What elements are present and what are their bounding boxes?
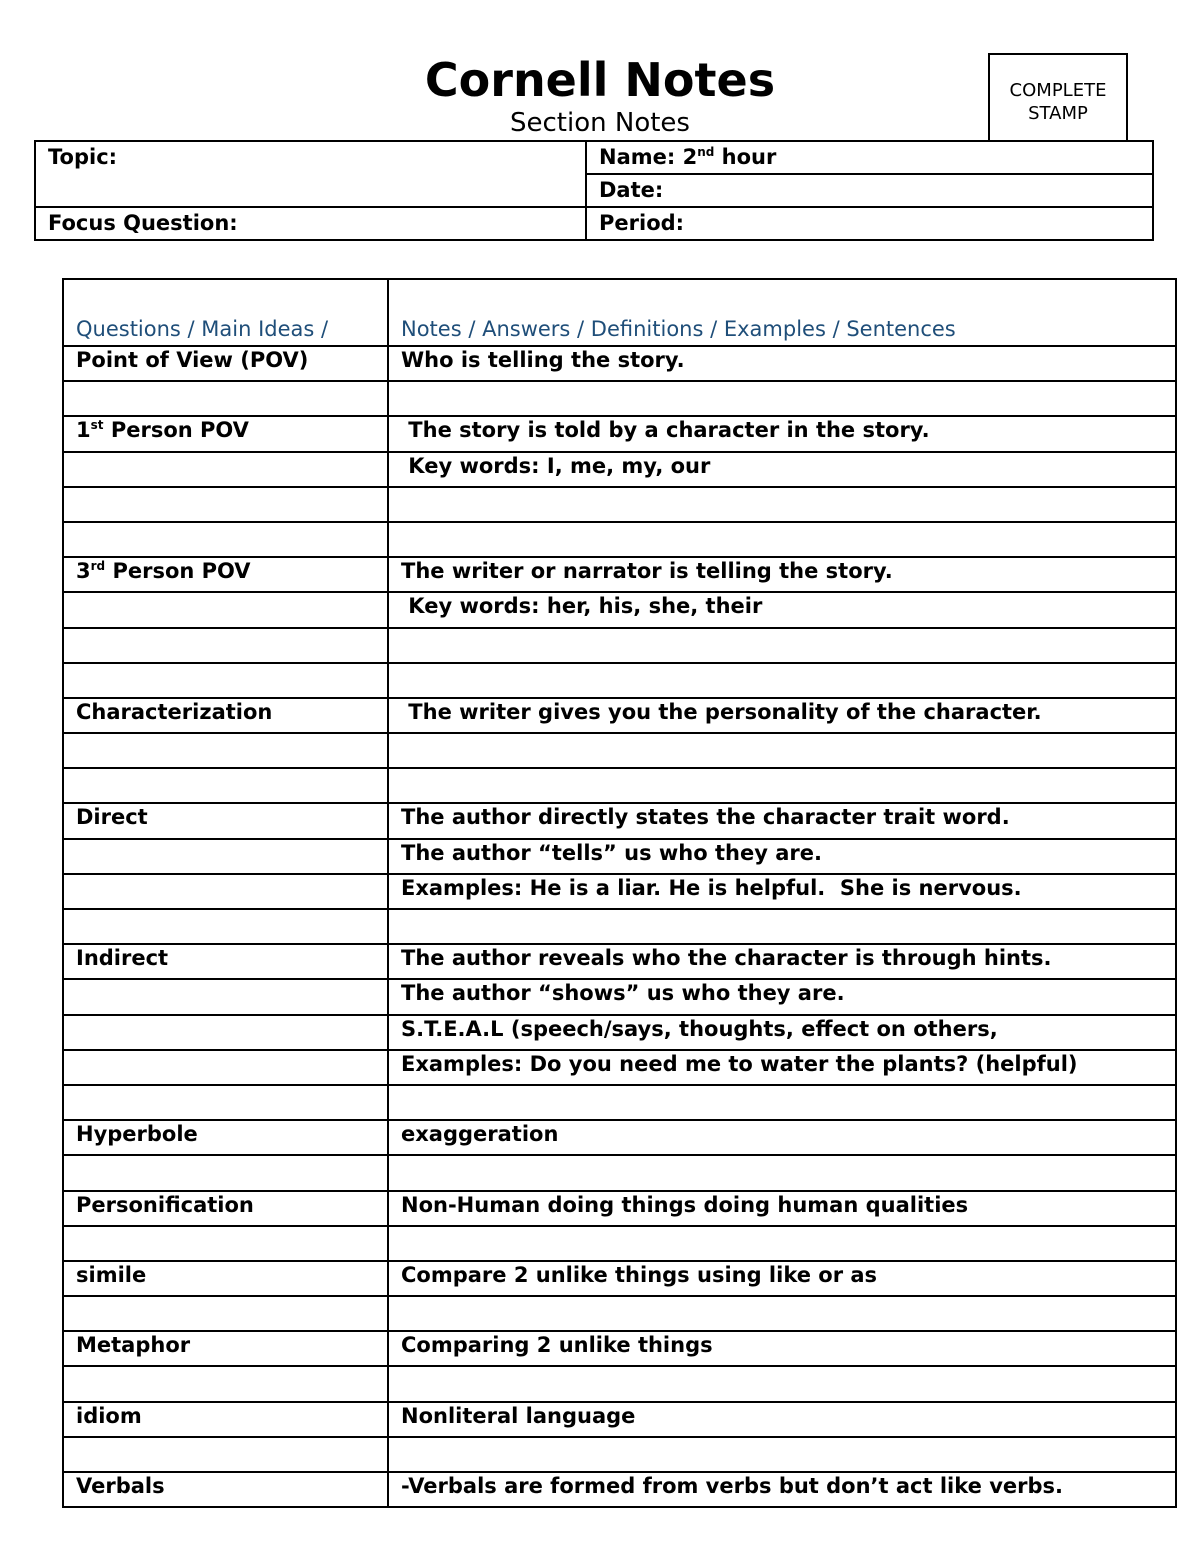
notes-cell[interactable] [388, 979, 1176, 1014]
main-idea-cell[interactable] [63, 1296, 388, 1331]
name-label-sup: nd [697, 145, 715, 159]
main-idea-text: Point of View (POV) [76, 348, 309, 372]
focus-question-label: Focus Question: [48, 211, 238, 235]
main-idea-cell[interactable] [63, 1015, 388, 1050]
main-idea-cell[interactable] [63, 346, 388, 381]
notes-text: Key words: I, me, my, our [401, 453, 711, 478]
notes-cell[interactable] [388, 1472, 1176, 1507]
table-row [63, 522, 1176, 557]
page-title: Cornell Notes [424, 53, 776, 107]
topic-field[interactable] [35, 141, 586, 207]
table-row [63, 1261, 1176, 1296]
notes-text: The author reveals who the character is through hints. [401, 946, 1052, 971]
notes-cell[interactable] [388, 381, 1176, 416]
table-row [63, 1155, 1176, 1190]
main-idea-cell[interactable] [63, 1191, 388, 1226]
notes-table [62, 278, 1177, 1508]
name-field[interactable] [586, 141, 1153, 174]
table-row [63, 416, 1176, 451]
notes-text: The author directly states the character trait word. [401, 805, 1010, 830]
main-idea-cell[interactable] [63, 522, 388, 557]
table-row [63, 944, 1176, 979]
main-idea-cell[interactable] [63, 592, 388, 627]
stamp-line-2: STAMP [1028, 103, 1088, 124]
table-row [63, 979, 1176, 1014]
table-row [63, 663, 1176, 698]
notes-text: The author “tells” us who they are. [401, 840, 822, 865]
notes-cell[interactable] [388, 1085, 1176, 1120]
main-idea-cell[interactable] [63, 698, 388, 733]
main-idea-cell[interactable] [63, 1261, 388, 1296]
notes-text: The writer or narrator is telling the story. [401, 559, 893, 584]
table-row [63, 1402, 1176, 1437]
table-row [63, 803, 1176, 838]
name-label: Name: 2 [599, 145, 698, 169]
notes-text: Nonliteral language [401, 1403, 636, 1428]
stamp-line-1: COMPLETE [1009, 80, 1107, 101]
notes-text: The author “shows” us who they are. [401, 981, 845, 1006]
table-row [63, 487, 1176, 522]
notes-cell[interactable] [388, 452, 1176, 487]
main-idea-cell[interactable] [63, 416, 388, 451]
questions-column-header: Questions / Main Ideas / [63, 279, 388, 346]
notes-text: Examples: Do you need me to water the plants? (helpful) [401, 1051, 1078, 1076]
date-label: Date: [599, 178, 664, 202]
notes-text: Compare 2 unlike things using like or as [401, 1262, 878, 1287]
notes-cell[interactable] [388, 1050, 1176, 1085]
table-row [63, 346, 1176, 381]
complete-stamp-box [988, 53, 1128, 140]
main-idea-cell[interactable] [63, 1402, 388, 1437]
table-row [63, 628, 1176, 663]
main-idea-text: 1 [76, 418, 91, 443]
table-row [63, 1191, 1176, 1226]
main-idea-text: 3 [76, 559, 91, 584]
notes-cell[interactable] [388, 1296, 1176, 1331]
notes-cell[interactable] [388, 487, 1176, 522]
main-idea-cell[interactable] [63, 839, 388, 874]
notes-cell[interactable] [388, 416, 1176, 451]
main-idea-suffix: Person POV [105, 559, 251, 584]
notes-column-header: Notes / Answers / Definitions / Examples / Sentences [388, 279, 1176, 346]
notes-text: S.T.E.A.L (speech/says, thoughts, effect on others, [401, 1016, 998, 1041]
notes-cell[interactable] [388, 1226, 1176, 1261]
notes-text: Examples: He is a liar. He is helpful. She is nervous. [401, 875, 1022, 900]
main-idea-cell[interactable] [63, 768, 388, 803]
table-row [63, 839, 1176, 874]
main-idea-text: Direct [76, 805, 148, 830]
notes-cell[interactable] [388, 1402, 1176, 1437]
notes-text: -Verbals are formed from verbs but don’t act like verbs. [401, 1474, 1064, 1498]
main-idea-cell[interactable] [63, 1155, 388, 1190]
main-idea-text: simile [76, 1262, 147, 1287]
main-idea-cell[interactable] [63, 1331, 388, 1366]
main-idea-text: Verbals [76, 1474, 165, 1498]
table-row [63, 768, 1176, 803]
table-row [63, 381, 1176, 416]
main-idea-cell[interactable] [63, 452, 388, 487]
table-row [63, 1226, 1176, 1261]
main-idea-text: idiom [76, 1403, 142, 1428]
main-idea-cell[interactable] [63, 1050, 388, 1085]
notes-cell[interactable] [388, 944, 1176, 979]
main-idea-cell[interactable] [63, 979, 388, 1014]
date-field[interactable] [586, 174, 1153, 207]
main-idea-cell[interactable] [63, 1085, 388, 1120]
table-row [63, 1050, 1176, 1085]
main-idea-cell[interactable] [63, 1120, 388, 1155]
table-row [63, 1472, 1176, 1507]
main-idea-text: Personification [76, 1192, 254, 1217]
notes-text: The story is told by a character in the story. [401, 418, 930, 443]
table-row [63, 1366, 1176, 1401]
main-idea-suffix: Person POV [103, 418, 249, 443]
notes-cell[interactable] [388, 839, 1176, 874]
table-row [63, 1331, 1176, 1366]
table-row [63, 698, 1176, 733]
notes-cell[interactable] [388, 1366, 1176, 1401]
main-idea-text: Characterization [76, 699, 273, 724]
notes-cell[interactable] [388, 803, 1176, 838]
table-row [63, 557, 1176, 592]
name-label-suffix: hour [714, 145, 777, 169]
main-idea-cell[interactable] [63, 487, 388, 522]
notes-cell[interactable] [388, 1437, 1176, 1472]
notes-cell[interactable] [388, 909, 1176, 944]
table-row [63, 1437, 1176, 1472]
notes-cell[interactable] [388, 874, 1176, 909]
notes-cell[interactable] [388, 663, 1176, 698]
notes-cell[interactable] [388, 557, 1176, 592]
notes-cell[interactable] [388, 592, 1176, 627]
topic-label: Topic: [48, 145, 118, 169]
table-row [63, 874, 1176, 909]
page-subtitle: Section Notes [510, 108, 690, 138]
main-idea-text: Metaphor [76, 1333, 191, 1358]
table-row [63, 1120, 1176, 1155]
table-row [63, 733, 1176, 768]
notes-cell[interactable] [388, 1331, 1176, 1366]
notes-cell[interactable] [388, 1191, 1176, 1226]
main-idea-cell[interactable] [63, 1437, 388, 1472]
main-idea-cell[interactable] [63, 1472, 388, 1507]
notes-cell[interactable] [388, 346, 1176, 381]
main-idea-cell[interactable] [63, 909, 388, 944]
notes-text: Non-Human doing things doing human qualities [401, 1192, 969, 1217]
main-idea-cell[interactable] [63, 663, 388, 698]
notes-text: Comparing 2 unlike things [401, 1333, 713, 1358]
notes-text: Who is telling the story. [401, 348, 685, 372]
notes-cell[interactable] [388, 733, 1176, 768]
notes-text: exaggeration [401, 1122, 559, 1147]
main-idea-cell[interactable] [63, 1366, 388, 1401]
table-row [63, 1296, 1176, 1331]
notes-cell[interactable] [388, 628, 1176, 663]
notes-cell[interactable] [388, 1261, 1176, 1296]
notes-cell[interactable] [388, 1155, 1176, 1190]
notes-cell[interactable] [388, 1015, 1176, 1050]
header-table [34, 140, 1154, 241]
table-row [63, 592, 1176, 627]
main-idea-sup: st [90, 418, 104, 433]
notes-cell[interactable] [388, 1120, 1176, 1155]
notes-cell[interactable] [388, 768, 1176, 803]
focus-question-field[interactable] [35, 207, 586, 240]
main-idea-cell[interactable] [63, 733, 388, 768]
period-field[interactable] [586, 207, 1153, 240]
notes-header-row [63, 279, 1176, 346]
main-idea-cell[interactable] [63, 557, 388, 592]
notes-cell[interactable] [388, 522, 1176, 557]
period-label: Period: [599, 211, 685, 235]
table-row [63, 1085, 1176, 1120]
main-idea-text: Indirect [76, 946, 169, 971]
main-idea-cell[interactable] [63, 803, 388, 838]
notes-cell[interactable] [388, 698, 1176, 733]
notes-text: The writer gives you the personality of the character. [401, 699, 1042, 724]
main-idea-sup: rd [90, 559, 106, 574]
main-idea-text: Hyperbole [76, 1122, 198, 1147]
main-idea-cell[interactable] [63, 944, 388, 979]
table-row [63, 452, 1176, 487]
table-row [63, 1015, 1176, 1050]
table-row [63, 909, 1176, 944]
notes-text: Key words: her, his, she, their [401, 594, 763, 619]
main-idea-cell[interactable] [63, 381, 388, 416]
main-idea-cell[interactable] [63, 874, 388, 909]
main-idea-cell[interactable] [63, 628, 388, 663]
main-idea-cell[interactable] [63, 1226, 388, 1261]
